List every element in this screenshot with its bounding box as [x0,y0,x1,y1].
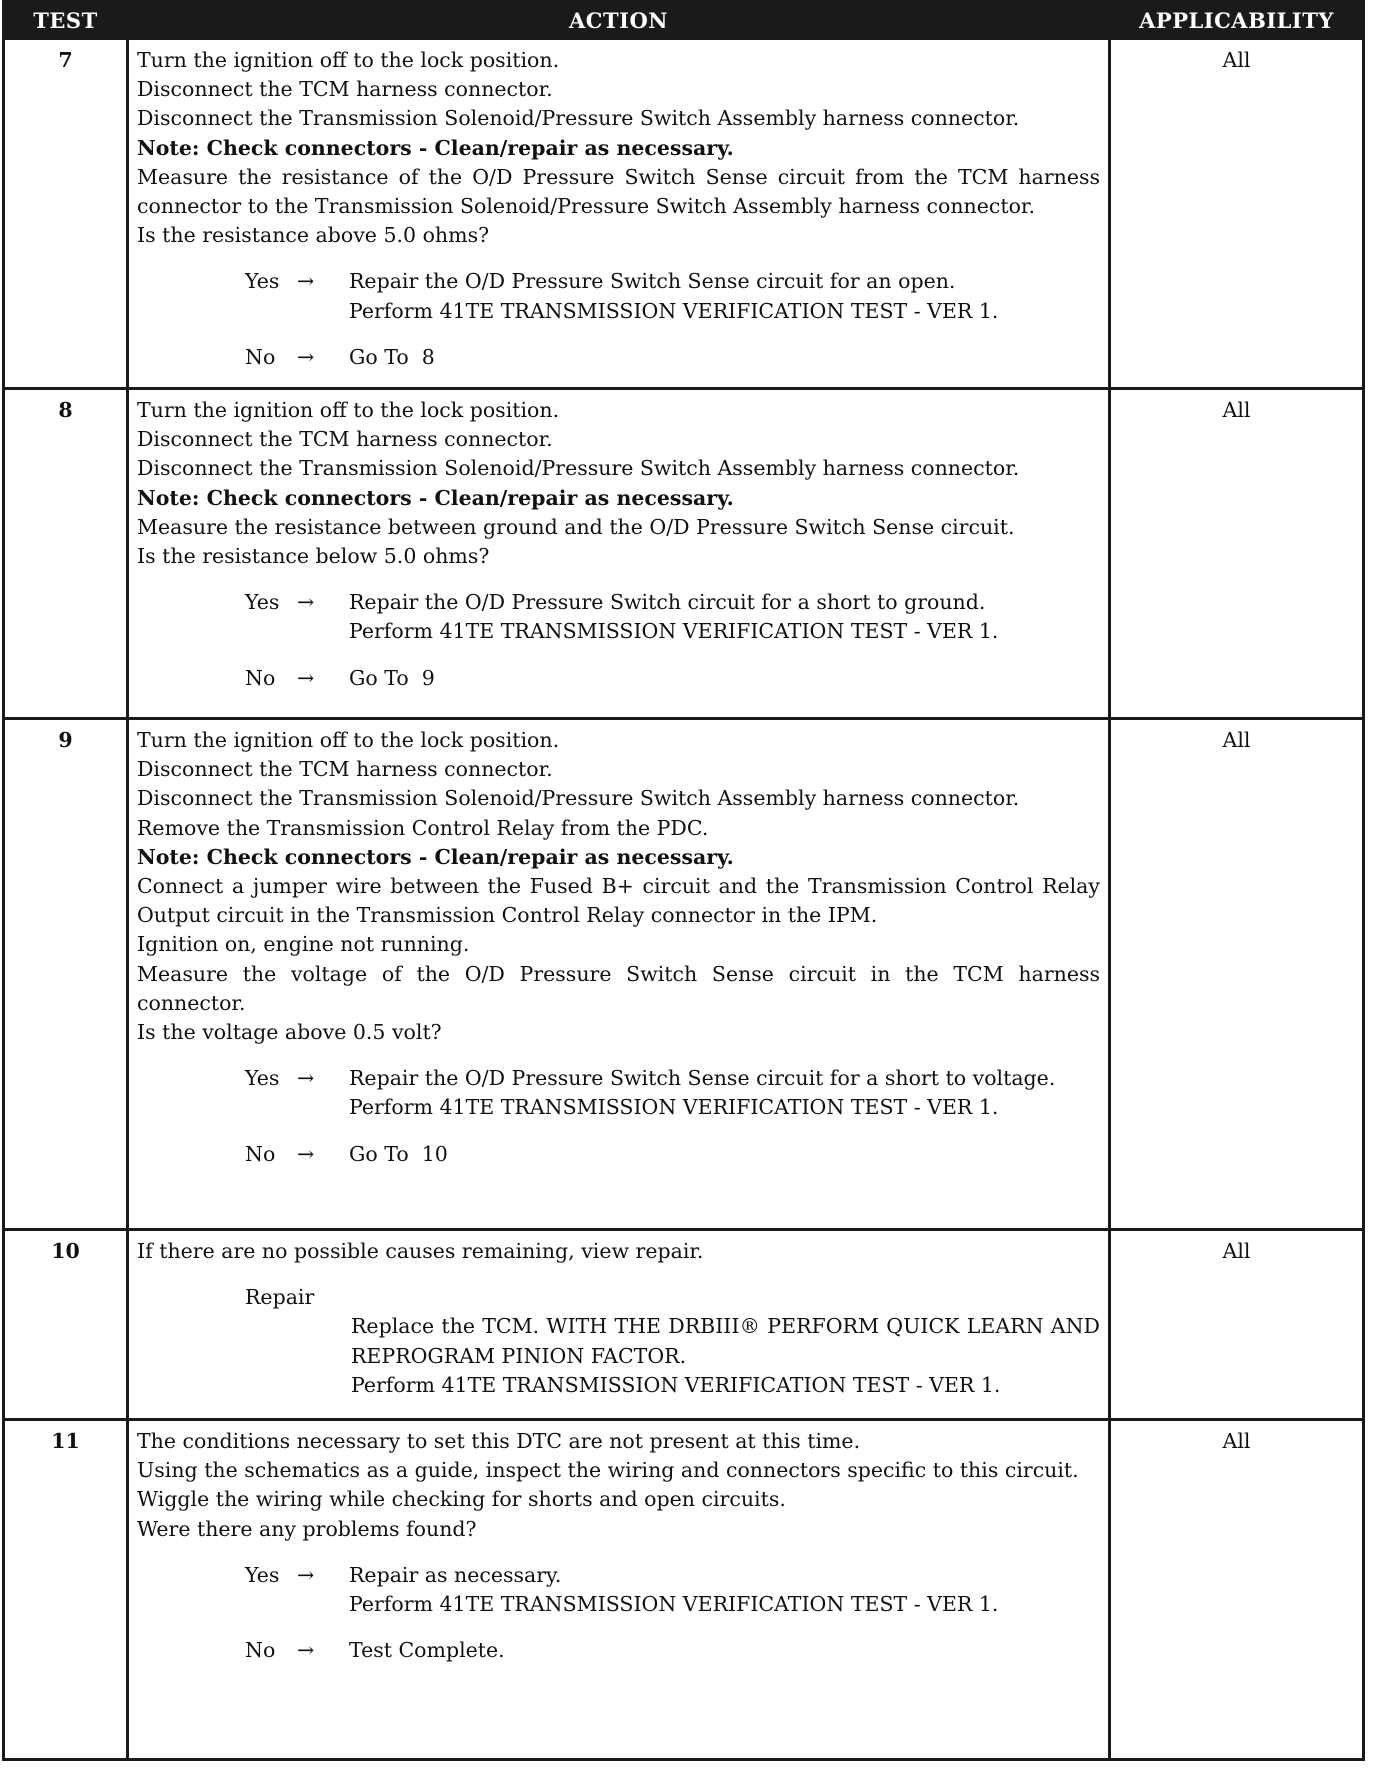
table-row-test-11 [4,1420,1364,1760]
arrow-icon: → [297,1638,315,1663]
action-step: Ignition on, engine not running. [137,932,470,957]
action-step: Turn the ignition off to the lock position. [137,728,560,752]
no-result: Go To 9 [349,665,435,690]
table-row-test-8 [4,389,1364,719]
yes-branch [245,588,1100,646]
yes-result [349,588,1100,646]
diagnostic-test-table [2,0,1365,1761]
applicability-value: All [1110,719,1364,1230]
action-step: Measure the resistance between ground and the O/D Pressure Switch Sense circuit. [137,514,1015,539]
arrow-icon: → [297,269,315,294]
no-label: No [245,665,276,690]
applicability-value: All [1110,39,1364,389]
yes-branch [245,1064,1100,1122]
no-label: No [245,1141,276,1166]
diagnostic-test-sheet [2,0,1362,1761]
column-header-test: TEST [4,2,128,39]
action-step: Connect a jumper wire between the Fused B+ circuit and the Transmission Control Relay Output circuit in the Transmission Control Relay connector in the IPM. [137,874,1100,928]
action-question: Is the resistance above 5.0 ohms? [137,223,490,248]
action-cell [128,719,1110,1230]
arrow-icon: → [297,1066,315,1091]
action-step: Remove the Transmission Control Relay from the PDC. [137,815,709,840]
yes-result [349,1064,1100,1122]
table-row-test-10 [4,1230,1364,1420]
no-result: Go To 10 [349,1141,448,1166]
repair-instructions [351,1312,1100,1400]
action-step: Disconnect the TCM harness connector. [137,77,553,102]
yes-label: Yes [245,269,280,294]
test-number: 7 [4,39,128,389]
column-header-action: ACTION [128,2,1110,39]
yes-result-line: Perform 41TE TRANSMISSION VERIFICATION TEST - VER 1. [349,298,999,323]
action-question: Is the voltage above 0.5 volt? [137,1020,442,1045]
action-note: Note: Check connectors - Clean/repair as necessary. [137,844,734,869]
arrow-icon: → [297,1562,315,1587]
action-step: The conditions necessary to set this DTC are not present at this time. [137,1429,861,1453]
yes-branch [245,1561,1100,1619]
no-result: Test Complete. [349,1638,505,1663]
yes-result-line: Perform 41TE TRANSMISSION VERIFICATION TEST - VER 1. [349,1592,999,1617]
action-cell [128,389,1110,719]
column-header-applicability: APPLICABILITY [1110,2,1364,39]
action-step: Disconnect the Transmission Solenoid/Pressure Switch Assembly harness connector. [137,106,1020,131]
repair-line: Perform 41TE TRANSMISSION VERIFICATION TEST - VER 1. [351,1372,1001,1397]
action-step: Measure the resistance of the O/D Pressure Switch Sense circuit from the TCM harness connector to the Transmission Solenoid/Pressure Switch Assembly harness connector. [137,164,1100,219]
yes-label: Yes [245,1066,280,1091]
applicability-value: All [1110,1420,1364,1760]
yes-result-line: Repair the O/D Pressure Switch Sense circuit for a short to voltage. [349,1066,1056,1091]
table-row-test-9 [4,719,1364,1230]
action-cell [128,39,1110,389]
no-label: No [245,1638,276,1663]
no-branch [245,1636,1100,1665]
table-header-row [4,2,1364,39]
no-label: No [245,344,276,369]
action-note: Note: Check connectors - Clean/repair as necessary. [137,485,734,510]
yes-result [349,1561,1100,1619]
yes-result-line: Perform 41TE TRANSMISSION VERIFICATION TEST - VER 1. [349,619,999,644]
action-cell [128,1420,1110,1760]
repair-label: Repair [245,1285,315,1310]
test-number: 9 [4,719,128,1230]
action-step: Turn the ignition off to the lock position. [137,398,560,422]
test-number: 11 [4,1420,128,1760]
action-step: Disconnect the TCM harness connector. [137,427,553,452]
yes-label: Yes [245,590,280,615]
yes-result-line: Repair the O/D Pressure Switch circuit for a short to ground. [349,590,986,615]
action-step: Wiggle the wiring while checking for shorts and open circuits. [137,1487,786,1512]
no-branch [245,343,1100,372]
yes-result [349,267,1100,325]
no-branch [245,664,1100,693]
action-step: If there are no possible causes remaining, view repair. [137,1239,704,1263]
action-step: Disconnect the Transmission Solenoid/Pressure Switch Assembly harness connector. [137,786,1020,811]
action-question: Is the resistance below 5.0 ohms? [137,544,490,569]
yes-branch [245,267,1100,325]
action-step: Disconnect the TCM harness connector. [137,757,553,782]
action-question: Were there any problems found? [137,1516,477,1541]
yes-label: Yes [245,1562,280,1587]
action-note: Note: Check connectors - Clean/repair as necessary. [137,135,734,160]
action-step: Disconnect the Transmission Solenoid/Pressure Switch Assembly harness connector. [137,456,1020,481]
table-row-test-7 [4,39,1364,389]
action-step: Using the schematics as a guide, inspect the wiring and connectors specific to this circuit. [137,1458,1079,1483]
no-branch [245,1140,1100,1169]
no-result: Go To 8 [349,344,435,369]
arrow-icon: → [297,344,315,369]
test-number: 8 [4,389,128,719]
action-cell [128,1230,1110,1420]
arrow-icon: → [297,1141,315,1166]
arrow-icon: → [297,665,315,690]
arrow-icon: → [297,590,315,615]
repair-line: Replace the TCM. WITH THE DRBIII® PERFORM QUICK LEARN AND REPROGRAM PINION FACTOR. [351,1314,1100,1368]
yes-result-line: Repair the O/D Pressure Switch Sense circuit for an open. [349,269,956,294]
action-step: Turn the ignition off to the lock position. [137,48,560,72]
test-number: 10 [4,1230,128,1420]
applicability-value: All [1110,389,1364,719]
yes-result-line: Perform 41TE TRANSMISSION VERIFICATION TEST - VER 1. [349,1095,999,1120]
yes-result-line: Repair as necessary. [349,1562,562,1587]
applicability-value: All [1110,1230,1364,1420]
action-step: Measure the voltage of the O/D Pressure Switch Sense circuit in the TCM harness connector. [137,961,1100,1015]
